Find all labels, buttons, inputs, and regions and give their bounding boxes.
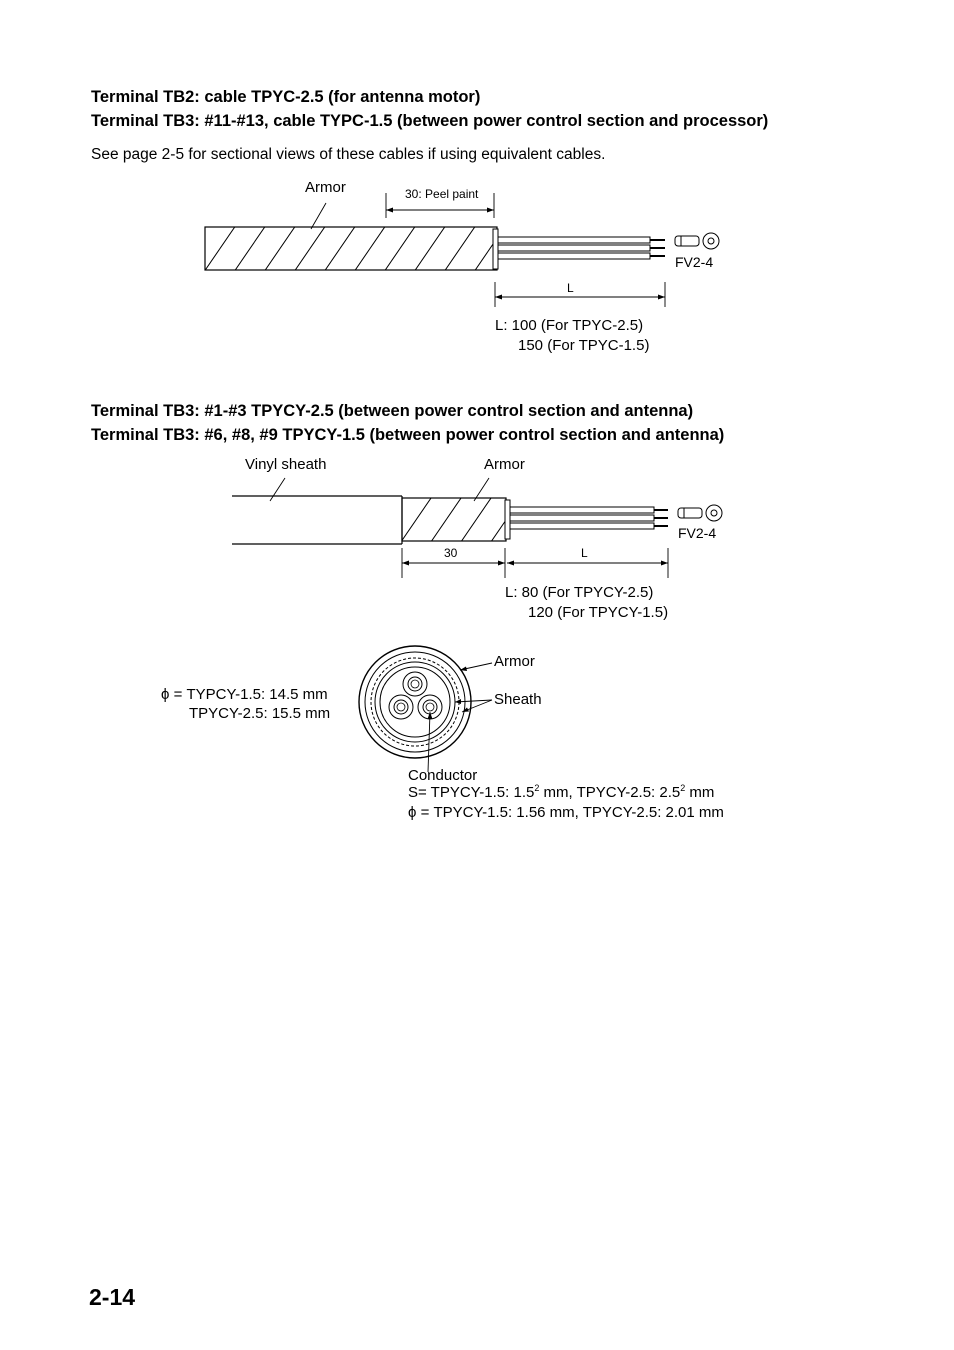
section1-heading-2: Terminal TB3: #11-#13, cable TYPC-1.5 (between power control section and processor) xyxy=(91,112,769,130)
cross-section xyxy=(359,646,471,758)
area-suffix: mm xyxy=(685,784,715,801)
outer-diameter-line-2: TPYCY-2.5: 15.5 mm xyxy=(189,705,331,722)
area-middle: mm, TPYCY-2.5: 2.5 xyxy=(539,784,681,801)
wire-bundle-2 xyxy=(510,507,668,529)
length-spec-2-line-1: L: 80 (For TPYCY-2.5) xyxy=(505,584,654,601)
vinyl-sheath-label: Vinyl sheath xyxy=(245,456,327,473)
peel-paint-label: 30: Peel paint xyxy=(405,187,479,201)
dimension-30-label: 30 xyxy=(444,546,458,560)
section2-heading-2: Terminal TB3: #6, #8, #9 TPYCY-1.5 (between power control section and antenna) xyxy=(91,426,725,444)
section2-heading-1: Terminal TB3: #1-#3 TPYCY-2.5 (between power control section and antenna) xyxy=(91,402,694,420)
area-exponent-1: 2 xyxy=(534,783,540,793)
armor-label: Armor xyxy=(305,179,346,196)
length-dimension-label-2: L xyxy=(581,546,588,560)
length-spec-2-line-2: 120 (For TPYCY-1.5) xyxy=(528,604,669,621)
terminal-label-2: FV2-4 xyxy=(678,525,717,541)
conductor-label: Conductor xyxy=(408,767,478,784)
cross-sheath-label: Sheath xyxy=(494,691,542,708)
conductor-diameter-spec: ϕ = TPYCY-1.5: 1.56 mm, TPYCY-2.5: 2.01 mm xyxy=(408,804,724,821)
area-prefix: S= TPYCY-1.5: 1.5 xyxy=(408,784,535,801)
section1-note: See page 2-5 for sectional views of these cables if using equivalent cables. xyxy=(91,146,606,163)
vinyl-sheath xyxy=(232,496,402,544)
terminal-label: FV2-4 xyxy=(675,254,714,270)
cross-armor-label: Armor xyxy=(494,653,535,670)
outer-diameter-line-1: ϕ = TYPCY-1.5: 14.5 mm xyxy=(161,686,328,703)
armor-label-2: Armor xyxy=(484,456,525,473)
ring-terminal-2 xyxy=(678,505,722,521)
page-number: 2-14 xyxy=(89,1284,136,1310)
length-dimension-label: L xyxy=(567,281,574,295)
conductor-area-spec xyxy=(408,783,714,803)
section1-heading-1: Terminal TB2: cable TPYC-2.5 (for antenna motor) xyxy=(91,88,481,106)
length-spec-line-2: 150 (For TPYC-1.5) xyxy=(518,337,650,354)
length-spec-line-1: L: 100 (For TPYC-2.5) xyxy=(495,317,644,334)
area-exponent-2: 2 xyxy=(680,783,686,793)
